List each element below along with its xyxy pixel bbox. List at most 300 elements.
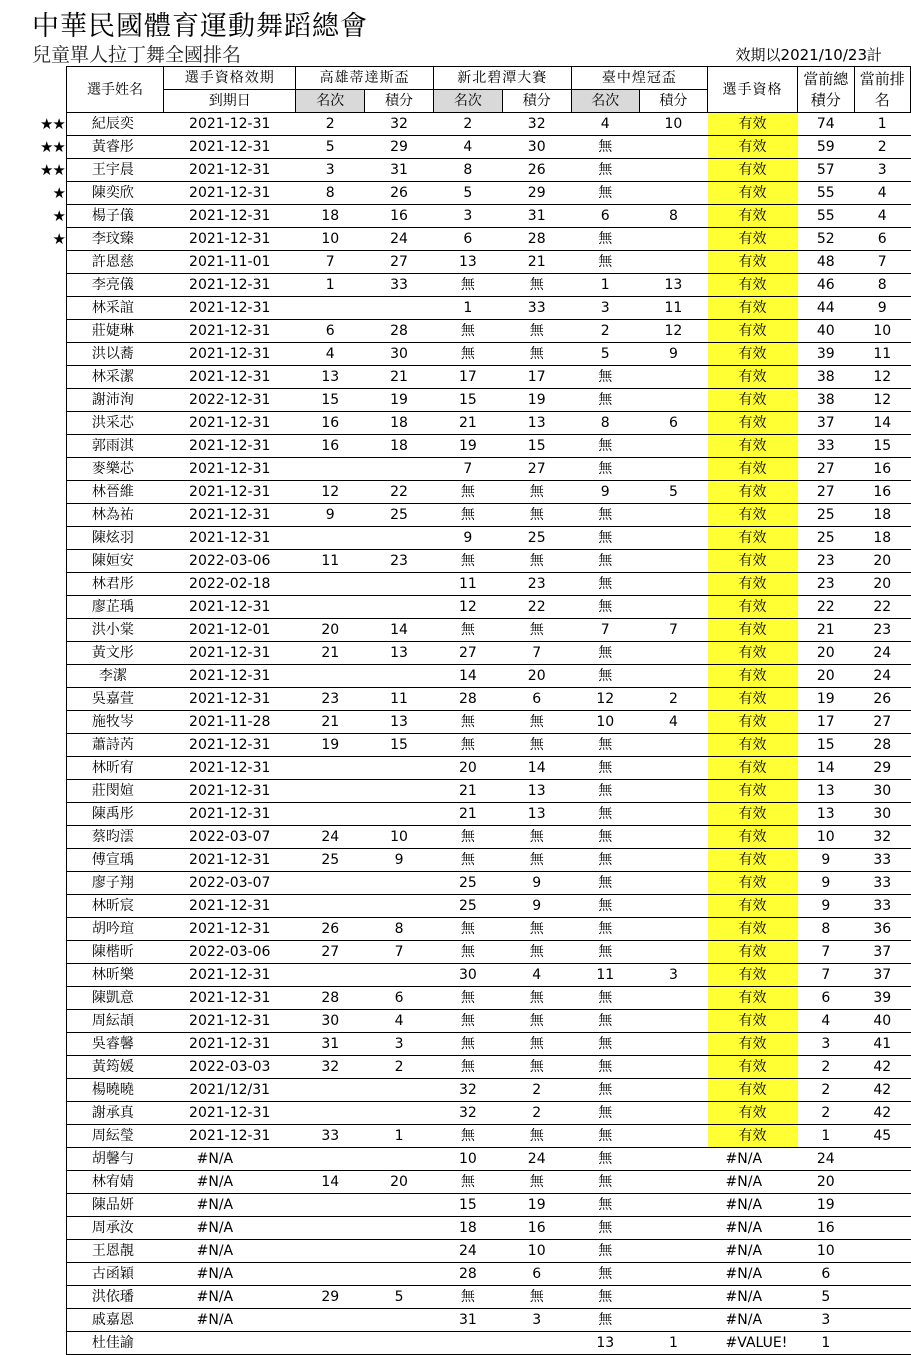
t3-points: [639, 1309, 707, 1332]
player-name: [66, 1263, 163, 1286]
t3-place: 無: [571, 1033, 639, 1056]
current-rank: 41: [854, 1033, 911, 1056]
t1-place: [296, 1079, 365, 1102]
player-name: [66, 205, 163, 228]
table-row: [28, 987, 911, 1010]
t2-points: 9: [502, 872, 571, 895]
t3-place: 無: [571, 1309, 639, 1332]
rank-mark: [28, 1033, 66, 1056]
t1-points: 27: [365, 251, 434, 274]
rank-mark: [28, 1263, 66, 1286]
player-name: [66, 228, 163, 251]
player-name: [66, 1125, 163, 1148]
t2-points: 無: [502, 941, 571, 964]
header-total: 當前總積分: [798, 67, 854, 113]
expiry-date: 2021-11-28: [164, 711, 296, 734]
expiry-date: #N/A: [164, 1263, 296, 1286]
t2-points: 14: [502, 757, 571, 780]
status: #N/A: [708, 1171, 798, 1194]
t1-points: [365, 780, 434, 803]
t2-points: 2: [502, 1079, 571, 1102]
player-name: [66, 573, 163, 596]
t3-place: 12: [571, 688, 639, 711]
t2-points: 16: [502, 1217, 571, 1240]
expiry-date: 2021/12/31: [164, 1079, 296, 1102]
table-row: [28, 872, 911, 895]
t1-place: [296, 665, 365, 688]
expiry-date: 2021-12-31: [164, 895, 296, 918]
status: 有效: [708, 642, 798, 665]
t1-points: 2: [365, 1056, 434, 1079]
status: 有效: [708, 780, 798, 803]
player-name-text: 莊婕琳: [91, 323, 134, 339]
total-points: 33: [798, 435, 854, 458]
t2-points: 無: [502, 1286, 571, 1309]
current-rank: 4: [854, 182, 911, 205]
t3-place: 無: [571, 228, 639, 251]
status: #N/A: [708, 1263, 798, 1286]
rank-mark: [28, 734, 66, 757]
current-rank: 42: [854, 1056, 911, 1079]
t2-points: [502, 1332, 571, 1355]
rank-mark: [28, 366, 66, 389]
player-name-text: 林晉維: [91, 484, 134, 500]
t3-points: [639, 941, 707, 964]
t1-place: [296, 1263, 365, 1286]
table-row: [28, 1171, 911, 1194]
t3-points: [639, 803, 707, 826]
t1-place: [296, 458, 365, 481]
t1-place: 14: [296, 1171, 365, 1194]
t1-place: 16: [296, 412, 365, 435]
rank-mark: [28, 688, 66, 711]
rank-mark: [28, 504, 66, 527]
status: 有效: [708, 1033, 798, 1056]
current-rank: [854, 1263, 911, 1286]
current-rank: [854, 1286, 911, 1309]
t1-place: [296, 1332, 365, 1355]
t1-place: 15: [296, 389, 365, 412]
t2-place: 無: [433, 826, 502, 849]
rank-mark: [28, 1171, 66, 1194]
rank-mark: [28, 1217, 66, 1240]
rank-mark: [28, 412, 66, 435]
total-points: 22: [798, 596, 854, 619]
t1-place: [296, 757, 365, 780]
t2-points: 23: [502, 573, 571, 596]
t1-points: [365, 1079, 434, 1102]
t1-points: 4: [365, 1010, 434, 1033]
table-row: [28, 228, 911, 251]
table-row: [28, 1309, 911, 1332]
rank-mark: [28, 550, 66, 573]
t3-place: 無: [571, 1079, 639, 1102]
t3-place: 無: [571, 182, 639, 205]
table-row: [28, 849, 911, 872]
t1-points: 7: [365, 941, 434, 964]
current-rank: 14: [854, 412, 911, 435]
status: 有效: [708, 1102, 798, 1125]
player-name: [66, 113, 163, 136]
t3-place: 無: [571, 389, 639, 412]
table-row: [28, 665, 911, 688]
player-name-text: 蔡昀澐: [91, 829, 134, 845]
table-row: [28, 1217, 911, 1240]
t3-points: [639, 1194, 707, 1217]
t2-place: 無: [433, 1171, 502, 1194]
header-t3: 臺中煌冠盃: [571, 67, 707, 90]
status: 有效: [708, 366, 798, 389]
t2-points: 13: [502, 412, 571, 435]
current-rank: 33: [854, 849, 911, 872]
t3-points: [639, 1286, 707, 1309]
t3-place: 無: [571, 159, 639, 182]
expiry-date: 2021-12-31: [164, 228, 296, 251]
header-rank: 當前排名: [854, 67, 911, 113]
t1-place: 23: [296, 688, 365, 711]
expiry-date: 2021-12-31: [164, 343, 296, 366]
t2-points: 13: [502, 803, 571, 826]
t1-place: [296, 1148, 365, 1171]
rank-mark: ★★: [39, 115, 65, 133]
t2-points: 無: [502, 918, 571, 941]
player-name-text: 林為祐: [91, 507, 134, 523]
player-name-text: 施牧岑: [91, 714, 134, 730]
t2-place: 無: [433, 504, 502, 527]
status: 有效: [708, 688, 798, 711]
header-t1: 高雄蒂達斯盃: [296, 67, 434, 90]
t2-place: 3: [433, 205, 502, 228]
table-row: [28, 1194, 911, 1217]
table-row: [28, 826, 911, 849]
page-subtitle: 兒童單人拉丁舞全國排名: [32, 44, 242, 66]
player-name-text: 陳禹彤: [91, 806, 134, 822]
table-row: [28, 527, 911, 550]
expiry-date: 2021-12-31: [164, 113, 296, 136]
t2-points: 21: [502, 251, 571, 274]
current-rank: 37: [854, 964, 911, 987]
t3-points: 5: [639, 481, 707, 504]
current-rank: 42: [854, 1102, 911, 1125]
t2-points: 無: [502, 1033, 571, 1056]
player-name: [66, 343, 163, 366]
t1-points: [365, 573, 434, 596]
player-name: [66, 734, 163, 757]
status: #VALUE!: [708, 1332, 798, 1355]
player-name-text: 黃文彤: [91, 645, 134, 661]
t1-points: [365, 803, 434, 826]
table-row: [28, 1102, 911, 1125]
status: 有效: [708, 711, 798, 734]
total-points: 19: [798, 1194, 854, 1217]
player-name-text: 吳睿馨: [91, 1036, 134, 1052]
t1-points: 24: [365, 228, 434, 251]
t1-place: [296, 895, 365, 918]
expiry-date: 2021-12-31: [164, 1125, 296, 1148]
total-points: 74: [798, 113, 854, 136]
player-name: [66, 1056, 163, 1079]
player-name-text: 李亮儀: [91, 277, 134, 293]
t3-place: 無: [571, 1171, 639, 1194]
player-name: [66, 964, 163, 987]
table-row: [28, 366, 911, 389]
t1-points: 21: [365, 366, 434, 389]
expiry-date: #N/A: [164, 1148, 296, 1171]
player-name: [66, 1332, 163, 1355]
total-points: 1: [798, 1332, 854, 1355]
t3-place: 10: [571, 711, 639, 734]
player-name: [66, 412, 163, 435]
table-row: [28, 596, 911, 619]
ranking-table: [28, 66, 911, 1355]
current-rank: 18: [854, 504, 911, 527]
player-name: [66, 1148, 163, 1171]
table-row: [28, 481, 911, 504]
rank-mark: ★: [52, 184, 65, 202]
t2-points: 無: [502, 987, 571, 1010]
t1-points: 18: [365, 412, 434, 435]
mark-header: [28, 67, 66, 90]
table-row: [28, 734, 911, 757]
status: 有效: [708, 159, 798, 182]
player-name: [66, 297, 163, 320]
header-qual-top: 選手資格效期: [164, 67, 296, 90]
table-row: [28, 1286, 911, 1309]
player-name: [66, 1240, 163, 1263]
t3-place: 無: [571, 941, 639, 964]
t2-place: 14: [433, 665, 502, 688]
t1-points: 22: [365, 481, 434, 504]
total-points: 38: [798, 389, 854, 412]
status: #N/A: [708, 1148, 798, 1171]
status: 有效: [708, 320, 798, 343]
t2-place: 11: [433, 573, 502, 596]
expiry-date: 2021-11-01: [164, 251, 296, 274]
t3-points: 11: [639, 297, 707, 320]
total-points: 20: [798, 665, 854, 688]
rank-mark: [28, 665, 66, 688]
t3-points: [639, 435, 707, 458]
player-name: [66, 895, 163, 918]
t3-place: 無: [571, 1217, 639, 1240]
t2-place: 無: [433, 941, 502, 964]
t1-place: 3: [296, 159, 365, 182]
t3-place: 無: [571, 1263, 639, 1286]
current-rank: 11: [854, 343, 911, 366]
t3-place: 6: [571, 205, 639, 228]
t3-points: [639, 734, 707, 757]
t2-place: 無: [433, 1286, 502, 1309]
t1-points: [365, 1102, 434, 1125]
status: 有效: [708, 1010, 798, 1033]
player-name: [66, 619, 163, 642]
player-name-text: 楊子儀: [91, 208, 134, 224]
t2-place: 無: [433, 734, 502, 757]
current-rank: 28: [854, 734, 911, 757]
player-name: [66, 1309, 163, 1332]
total-points: 9: [798, 895, 854, 918]
t3-place: 9: [571, 481, 639, 504]
total-points: 37: [798, 412, 854, 435]
t3-place: 無: [571, 1148, 639, 1171]
t1-place: [296, 527, 365, 550]
rank-mark: [28, 481, 66, 504]
t2-points: 無: [502, 1171, 571, 1194]
player-name: [66, 688, 163, 711]
rank-mark: [28, 757, 66, 780]
table-row: [28, 780, 911, 803]
current-rank: 16: [854, 458, 911, 481]
status: 有效: [708, 136, 798, 159]
header-qual-bottom: 到期日: [164, 90, 296, 113]
t3-points: [639, 366, 707, 389]
rank-mark: [28, 389, 66, 412]
t1-points: 8: [365, 918, 434, 941]
player-name-text: 林采潔: [91, 369, 134, 385]
player-name: [66, 320, 163, 343]
current-rank: 24: [854, 665, 911, 688]
t3-place: 無: [571, 136, 639, 159]
t3-points: [639, 826, 707, 849]
t2-points: 25: [502, 527, 571, 550]
t3-points: [639, 1171, 707, 1194]
rank-mark: [28, 941, 66, 964]
t1-points: 23: [365, 550, 434, 573]
t3-place: 無: [571, 849, 639, 872]
t1-points: [365, 1240, 434, 1263]
current-rank: 32: [854, 826, 911, 849]
t3-points: [639, 1033, 707, 1056]
t1-points: 16: [365, 205, 434, 228]
rank-mark: [28, 780, 66, 803]
current-rank: 20: [854, 573, 911, 596]
player-name-text: 李玟臻: [91, 231, 134, 247]
t2-points: 無: [502, 1010, 571, 1033]
header-name: 選手姓名: [66, 67, 163, 113]
t2-points: 10: [502, 1240, 571, 1263]
t1-points: 19: [365, 389, 434, 412]
t2-place: 31: [433, 1309, 502, 1332]
total-points: 55: [798, 182, 854, 205]
player-name-text: 林采誼: [91, 300, 134, 316]
total-points: 59: [798, 136, 854, 159]
table-row: [28, 205, 911, 228]
rank-mark: ★★: [39, 138, 65, 156]
t1-points: [365, 458, 434, 481]
t1-place: 16: [296, 435, 365, 458]
t2-place: 30: [433, 964, 502, 987]
t1-points: [365, 872, 434, 895]
player-name-text: 胡吟瑄: [91, 921, 134, 937]
expiry-date: 2021-12-31: [164, 527, 296, 550]
t2-points: 無: [502, 619, 571, 642]
status: 有效: [708, 1079, 798, 1102]
expiry-date: #N/A: [164, 1217, 296, 1240]
player-name: [66, 504, 163, 527]
t1-points: 1: [365, 1125, 434, 1148]
expiry-date: 2021-12-31: [164, 435, 296, 458]
rank-mark: [28, 458, 66, 481]
player-name-text: 廖芷瑀: [91, 599, 134, 615]
status: 有效: [708, 987, 798, 1010]
t1-place: 5: [296, 136, 365, 159]
t3-points: [639, 918, 707, 941]
player-name: [66, 872, 163, 895]
current-rank: [854, 1217, 911, 1240]
t3-place: 無: [571, 366, 639, 389]
expiry-date: 2021-12-31: [164, 987, 296, 1010]
rank-mark: [28, 918, 66, 941]
t2-place: 24: [433, 1240, 502, 1263]
total-points: 20: [798, 1171, 854, 1194]
expiry-date: 2021-12-31: [164, 849, 296, 872]
t2-place: 無: [433, 1125, 502, 1148]
status: 有效: [708, 481, 798, 504]
player-name-text: 莊閔媗: [91, 783, 134, 799]
player-name: [66, 389, 163, 412]
t1-place: 29: [296, 1286, 365, 1309]
t3-points: [639, 159, 707, 182]
t3-points: [639, 872, 707, 895]
current-rank: 27: [854, 711, 911, 734]
t2-points: 無: [502, 711, 571, 734]
t3-points: [639, 895, 707, 918]
t2-place: 12: [433, 596, 502, 619]
table-row: [28, 711, 911, 734]
current-rank: [854, 1171, 911, 1194]
t2-place: 13: [433, 251, 502, 274]
current-rank: 15: [854, 435, 911, 458]
rank-mark: [28, 1010, 66, 1033]
t2-place: 19: [433, 435, 502, 458]
t2-points: 6: [502, 688, 571, 711]
t1-points: 29: [365, 136, 434, 159]
table-row: [28, 1148, 911, 1171]
table-row: [28, 550, 911, 573]
player-name-text: 陳品妍: [91, 1197, 134, 1213]
header-t3-place: 名次: [571, 90, 639, 113]
t2-place: 無: [433, 550, 502, 573]
t3-points: 13: [639, 274, 707, 297]
status: 有效: [708, 803, 798, 826]
t2-place: 20: [433, 757, 502, 780]
t2-points: 無: [502, 849, 571, 872]
t3-points: 10: [639, 113, 707, 136]
t1-points: 6: [365, 987, 434, 1010]
table-row: [28, 159, 911, 182]
player-name: [66, 1079, 163, 1102]
player-name-text: 林昕宥: [91, 760, 134, 776]
expiry-date: #N/A: [164, 1194, 296, 1217]
t2-place: 28: [433, 688, 502, 711]
t2-place: 25: [433, 895, 502, 918]
t3-points: [639, 757, 707, 780]
t1-place: 21: [296, 642, 365, 665]
t2-points: 無: [502, 826, 571, 849]
t2-place: 18: [433, 1217, 502, 1240]
expiry-date: 2021-12-31: [164, 964, 296, 987]
t1-place: 25: [296, 849, 365, 872]
t2-place: 7: [433, 458, 502, 481]
t1-place: [296, 573, 365, 596]
t3-points: [639, 596, 707, 619]
t1-points: 11: [365, 688, 434, 711]
t3-points: [639, 1263, 707, 1286]
t3-place: 無: [571, 918, 639, 941]
t1-points: 26: [365, 182, 434, 205]
table-row: [28, 619, 911, 642]
rank-mark: [28, 895, 66, 918]
